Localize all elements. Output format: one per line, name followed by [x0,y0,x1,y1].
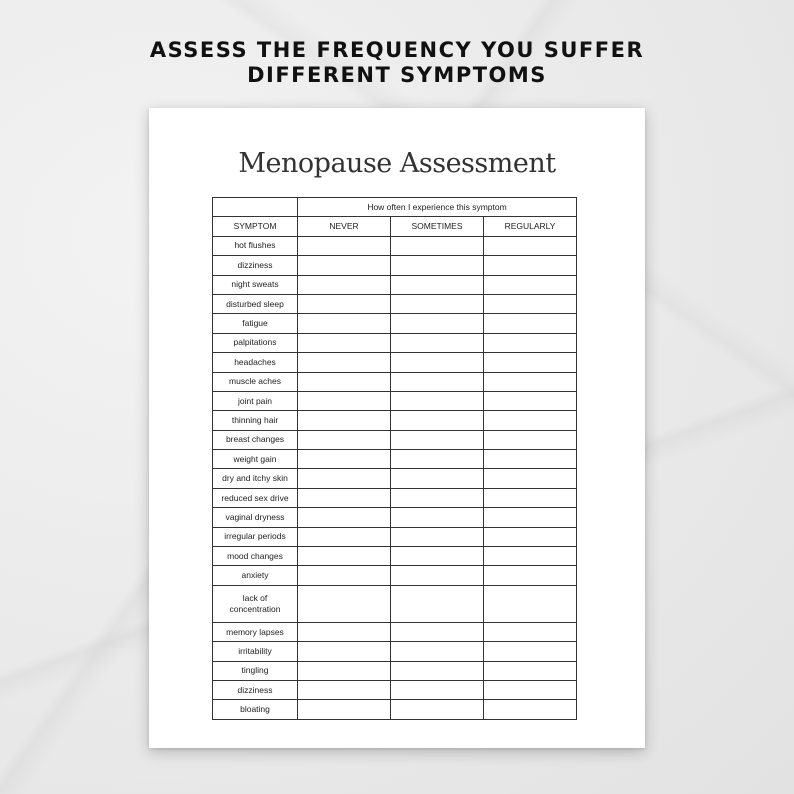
checkbox-cell-regularly[interactable] [484,488,577,507]
table-row [213,661,577,680]
table-row [213,622,577,641]
checkbox-cell-never[interactable] [298,294,391,313]
checkbox-cell-sometimes[interactable] [391,508,484,527]
checkbox-cell-regularly[interactable] [484,391,577,410]
checkbox-cell-regularly[interactable] [484,236,577,255]
table-row [213,527,577,546]
symptom-label: dizziness [213,680,298,699]
symptom-label: breast changes [213,430,298,449]
checkbox-cell-regularly[interactable] [484,585,577,622]
table-row [213,566,577,585]
symptom-label: mood changes [213,547,298,566]
checkbox-cell-never[interactable] [298,256,391,275]
table-row [213,680,577,699]
checkbox-cell-sometimes[interactable] [391,700,484,719]
symptom-label: lack of concentration [213,585,298,622]
checkbox-cell-regularly[interactable] [484,294,577,313]
checkbox-cell-sometimes[interactable] [391,372,484,391]
checkbox-cell-regularly[interactable] [484,566,577,585]
checkbox-cell-sometimes[interactable] [391,275,484,294]
table-row [213,508,577,527]
group-header-row [213,198,577,217]
table-row [213,547,577,566]
checkbox-cell-never[interactable] [298,391,391,410]
checkbox-cell-regularly[interactable] [484,450,577,469]
symptom-label: irritability [213,642,298,661]
checkbox-cell-never[interactable] [298,642,391,661]
checkbox-cell-regularly[interactable] [484,680,577,699]
checkbox-cell-regularly[interactable] [484,256,577,275]
checkbox-cell-sometimes[interactable] [391,488,484,507]
column-header-row [213,217,577,236]
checkbox-cell-never[interactable] [298,314,391,333]
symptom-label: palpitations [213,333,298,352]
checkbox-cell-regularly[interactable] [484,661,577,680]
checkbox-cell-never[interactable] [298,661,391,680]
table-row [213,236,577,255]
symptom-label: night sweats [213,275,298,294]
checkbox-cell-sometimes[interactable] [391,450,484,469]
table-row [213,294,577,313]
checkbox-cell-sometimes[interactable] [391,642,484,661]
checkbox-cell-never[interactable] [298,469,391,488]
table-row [213,469,577,488]
checkbox-cell-never[interactable] [298,333,391,352]
symptom-label: hot flushes [213,236,298,255]
table-body [213,236,577,719]
column-header-symptom: SYMPTOM [213,217,298,236]
table-row [213,411,577,430]
checkbox-cell-never[interactable] [298,527,391,546]
checkbox-cell-never[interactable] [298,508,391,527]
table-row [213,275,577,294]
table-row [213,450,577,469]
symptom-label: anxiety [213,566,298,585]
column-header-sometimes: SOMETIMES [391,217,484,236]
table-row [213,430,577,449]
checkbox-cell-never[interactable] [298,450,391,469]
checkbox-cell-never[interactable] [298,275,391,294]
checkbox-cell-regularly[interactable] [484,642,577,661]
symptom-label: joint pain [213,391,298,410]
checkbox-cell-never[interactable] [298,353,391,372]
checkbox-cell-regularly[interactable] [484,275,577,294]
table-row [213,391,577,410]
symptom-label: vaginal dryness [213,508,298,527]
symptom-label: fatigue [213,314,298,333]
headline [0,38,794,88]
checkbox-cell-sometimes[interactable] [391,294,484,313]
checkbox-cell-regularly[interactable] [484,372,577,391]
checkbox-cell-sometimes[interactable] [391,333,484,352]
checkbox-cell-sometimes[interactable] [391,314,484,333]
symptom-label: thinning hair [213,411,298,430]
headline-line-1: ASSESS THE FREQUENCY YOU SUFFER [149,38,645,62]
symptom-label: disturbed sleep [213,294,298,313]
checkbox-cell-never[interactable] [298,411,391,430]
checkbox-cell-sometimes[interactable] [391,391,484,410]
checkbox-cell-never[interactable] [298,430,391,449]
checkbox-cell-never[interactable] [298,700,391,719]
table-row [213,372,577,391]
checkbox-cell-never[interactable] [298,372,391,391]
column-header-never: NEVER [298,217,391,236]
checkbox-cell-sometimes[interactable] [391,585,484,622]
table-row [213,353,577,372]
checkbox-cell-never[interactable] [298,236,391,255]
checkbox-cell-never[interactable] [298,566,391,585]
worksheet-page [149,108,645,748]
checkbox-cell-sometimes[interactable] [391,430,484,449]
table-row [213,488,577,507]
symptom-label: tingling [213,661,298,680]
checkbox-cell-never[interactable] [298,585,391,622]
group-header: How often I experience this symptom [298,198,577,217]
checkbox-cell-regularly[interactable] [484,469,577,488]
headline-line-2: DIFFERENT SYMPTOMS [247,63,547,87]
table-row [213,333,577,352]
checkbox-cell-sometimes[interactable] [391,411,484,430]
checkbox-cell-regularly[interactable] [484,622,577,641]
symptom-label: reduced sex drive [213,488,298,507]
symptom-label: dizziness [213,256,298,275]
checkbox-cell-regularly[interactable] [484,333,577,352]
table-row [213,314,577,333]
symptom-label: dry and itchy skin [213,469,298,488]
table-row [213,585,577,622]
checkbox-cell-regularly[interactable] [484,547,577,566]
document-title: Menopause Assessment [238,148,556,179]
checkbox-cell-sometimes[interactable] [391,566,484,585]
checkbox-cell-regularly[interactable] [484,430,577,449]
checkbox-cell-sometimes[interactable] [391,527,484,546]
column-header-regularly: REGULARLY [484,217,577,236]
checkbox-cell-sometimes[interactable] [391,236,484,255]
checkbox-cell-never[interactable] [298,622,391,641]
checkbox-cell-sometimes[interactable] [391,661,484,680]
checkbox-cell-sometimes[interactable] [391,256,484,275]
blank-corner-cell [213,198,298,217]
checkbox-cell-regularly[interactable] [484,411,577,430]
table-row [213,642,577,661]
checkbox-cell-regularly[interactable] [484,508,577,527]
checkbox-cell-regularly[interactable] [484,527,577,546]
table-row [213,700,577,719]
symptom-label: bloating [213,700,298,719]
symptom-frequency-table [212,197,577,720]
checkbox-cell-sometimes[interactable] [391,622,484,641]
symptom-label: headaches [213,353,298,372]
checkbox-cell-never[interactable] [298,547,391,566]
checkbox-cell-regularly[interactable] [484,353,577,372]
checkbox-cell-never[interactable] [298,680,391,699]
checkbox-cell-sometimes[interactable] [391,547,484,566]
checkbox-cell-regularly[interactable] [484,314,577,333]
checkbox-cell-regularly[interactable] [484,700,577,719]
checkbox-cell-sometimes[interactable] [391,353,484,372]
table-row [213,256,577,275]
checkbox-cell-sometimes[interactable] [391,469,484,488]
symptom-label: irregular periods [213,527,298,546]
checkbox-cell-never[interactable] [298,488,391,507]
checkbox-cell-sometimes[interactable] [391,680,484,699]
symptom-label: weight gain [213,450,298,469]
symptom-label: memory lapses [213,622,298,641]
symptom-label: muscle aches [213,372,298,391]
